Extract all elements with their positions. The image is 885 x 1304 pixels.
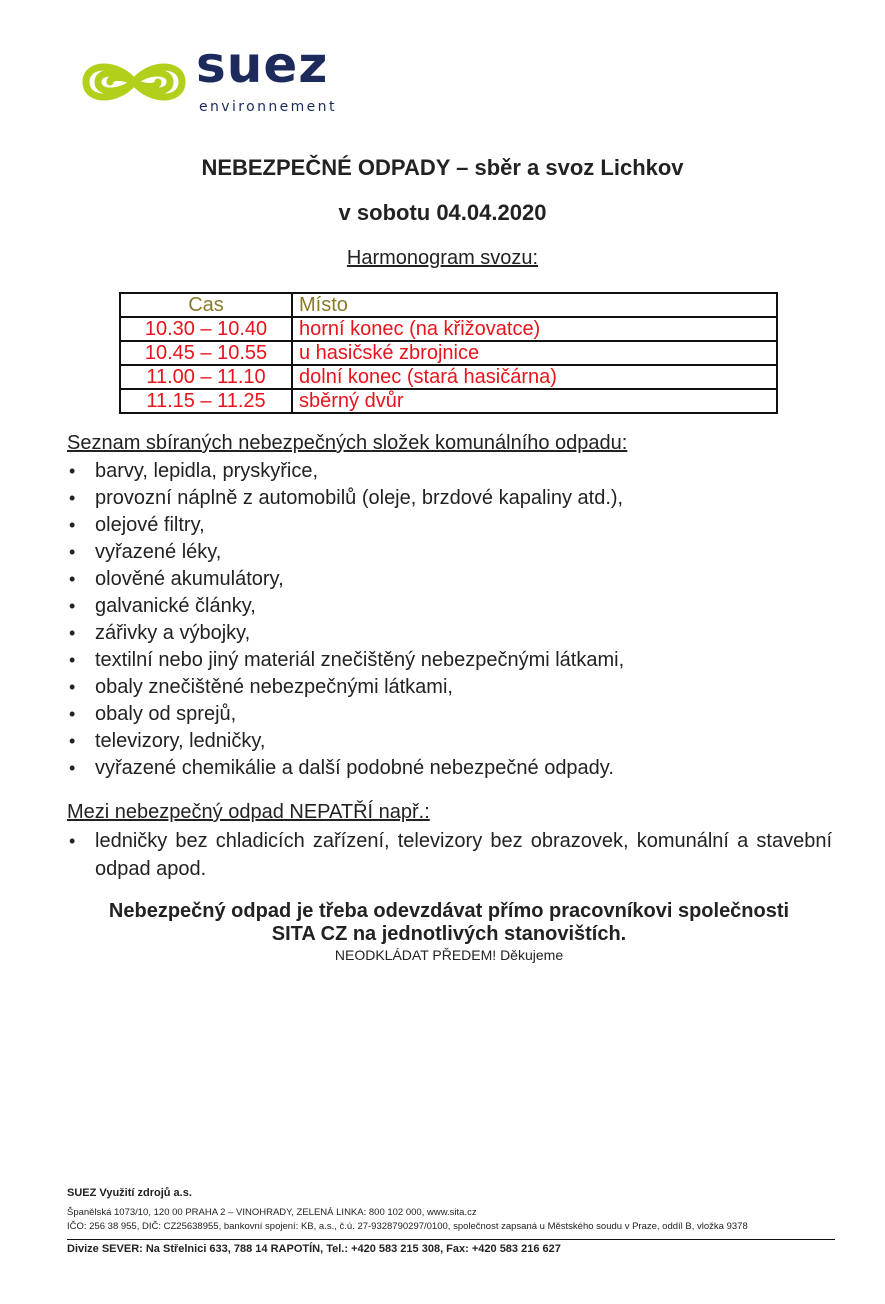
- suez-swirl-icon: [78, 46, 190, 118]
- list-item: • vyřazené léky,: [67, 539, 624, 566]
- footer-division: Divize SEVER: Na Střelnici 633, 788 14 RAPOTÍN, Tel.: +420 583 215 308, Fax: +420 583 216 627: [67, 1243, 561, 1255]
- list-item: • galvanické články,: [67, 593, 624, 620]
- logo-subtitle: environnement: [199, 99, 337, 115]
- schedule-heading: Harmonogram svozu:: [346, 247, 539, 269]
- footer: [67, 1187, 835, 1255]
- column-header-time: Cas: [120, 293, 292, 317]
- excluded-heading: Mezi nebezpečný odpad NEPATŘÍ např.:: [67, 801, 430, 823]
- document-title: NEBEZPEČNÉ ODPADY – sběr a svoz Lichkov: [201, 155, 684, 180]
- row-place: sběrný dvůr: [292, 389, 777, 413]
- list-item: • barvy, lepidla, pryskyřice,: [67, 458, 624, 485]
- row-place: horní konec (na křižovatce): [292, 317, 777, 341]
- row-time: 11.15 – 11.25: [120, 389, 292, 413]
- list-item: • vyřazené chemikálie a další podobné nebezpečné odpady.: [67, 755, 624, 782]
- footer-divider: [67, 1239, 835, 1240]
- collected-heading: Seznam sbíraných nebezpečných složek komunálního odpadu:: [67, 432, 628, 454]
- notice-text: [0, 900, 885, 946]
- document-date: v sobotu 04.04.2020: [338, 200, 547, 225]
- notice-line-2: SITA CZ na jednotlivých stanovištích.: [271, 923, 627, 945]
- notice-line-1: Nebezpečný odpad je třeba odevzdávat přímo pracovníkovi společnosti: [108, 900, 790, 922]
- footer-company: SUEZ Využití zdrojů a.s.: [67, 1187, 192, 1199]
- collected-list: [67, 458, 624, 782]
- suez-logo: [78, 36, 358, 118]
- row-time: 11.00 – 11.10: [120, 365, 292, 389]
- table-header-row: [120, 293, 777, 317]
- list-item: • textilní nebo jiný materiál znečištěný nebezpečnými látkami,: [67, 647, 624, 674]
- notice-thanks: NEODKLÁDAT PŘEDEM! Děkujeme: [334, 947, 564, 963]
- row-place: u hasičské zbrojnice: [292, 341, 777, 365]
- row-place: dolní konec (stará hasičárna): [292, 365, 777, 389]
- table-row: [120, 317, 777, 341]
- footer-registry: IČO: 256 38 955, DIČ: CZ25638955, bankovní spojení: KB, a.s., č.ú. 27-9328790297/0100, společnost zapsaná u Městského soudu v Praze, oddíl B, vložka 9378: [67, 1221, 748, 1232]
- list-item: • televizory, ledničky,: [67, 728, 624, 755]
- table-row: [120, 365, 777, 389]
- table-row: [120, 389, 777, 413]
- excluded-item: • ledničky bez chladicích zařízení, televizory bez obrazovek, komunální a stavební odpad apod.: [67, 827, 832, 883]
- table-row: [120, 341, 777, 365]
- list-item: • obaly znečištěné nebezpečnými látkami,: [67, 674, 624, 701]
- list-item: • olejové filtry,: [67, 512, 624, 539]
- footer-address: Španělská 1073/10, 120 00 PRAHA 2 – VINOHRADY, ZELENÁ LINKA: 800 102 000, www.sita.cz: [67, 1207, 477, 1218]
- row-time: 10.45 – 10.55: [120, 341, 292, 365]
- column-header-place: Místo: [292, 293, 777, 317]
- schedule-table: [119, 292, 778, 414]
- list-item: • olověné akumulátory,: [67, 566, 624, 593]
- row-time: 10.30 – 10.40: [120, 317, 292, 341]
- list-item: • zářivky a výbojky,: [67, 620, 624, 647]
- list-item: • provozní náplně z automobilů (oleje, brzdové kapaliny atd.),: [67, 485, 624, 512]
- list-item: • obaly od sprejů,: [67, 701, 624, 728]
- logo-wordmark: suez: [196, 36, 329, 94]
